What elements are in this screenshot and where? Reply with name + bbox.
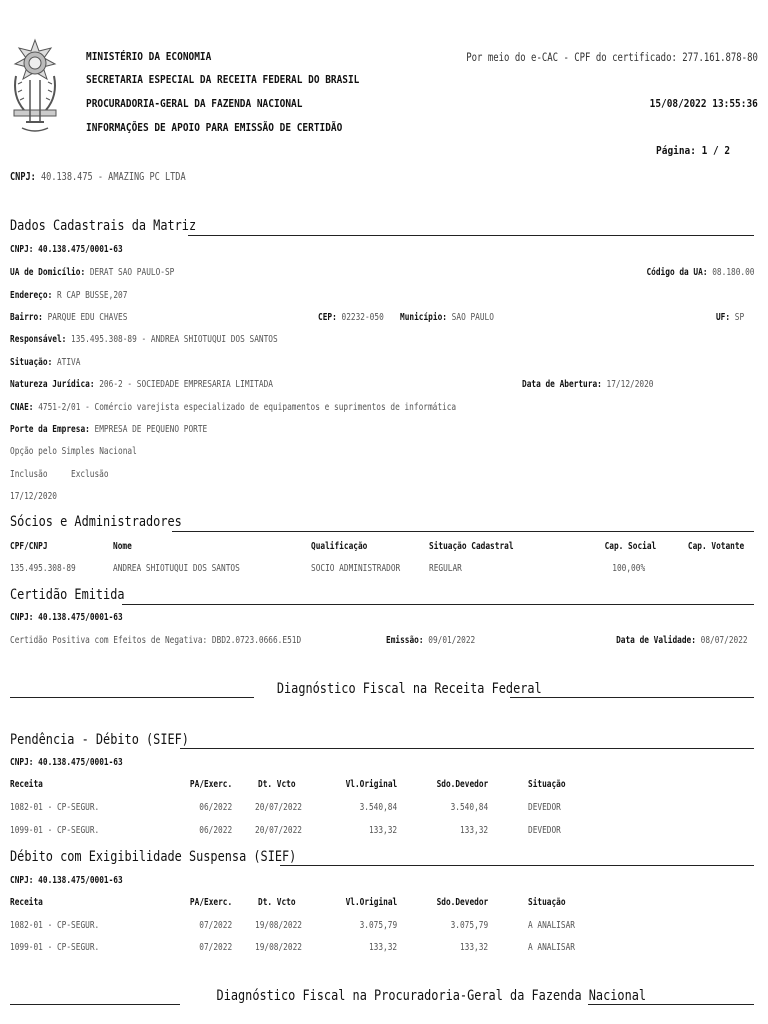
section-rule	[10, 697, 254, 698]
pendencia-cnpj: CNPJ: 40.138.475/0001-63	[10, 757, 123, 768]
table-row-cell: 133,32	[368, 942, 397, 953]
section-rule	[588, 1004, 754, 1005]
header-secretaria: SECRETARIA ESPECIAL DA RECEITA FEDERAL DO BRASIL	[86, 73, 360, 86]
socio-cpf: 135.495.308-89	[10, 563, 76, 574]
col-header: Dt. Vcto	[258, 897, 296, 908]
col-header: Qualificação	[311, 541, 368, 552]
inclusao-label: Inclusão	[10, 469, 48, 480]
simples-nacional: Opção pelo Simples Nacional	[10, 446, 137, 457]
header-procuradoria: PROCURADORIA-GERAL DA FAZENDA NACIONAL	[86, 97, 303, 110]
socio-qualificacao: SOCIO ADMINISTRADOR	[311, 563, 401, 574]
certidao-text: Certidão Positiva com Efeitos de Negativa: DBD2.0723.0666.E51D	[10, 635, 302, 646]
section-rule	[188, 235, 754, 236]
section-title-socios: Sócios e Administradores	[10, 514, 182, 530]
endereco: Endereço: R CAP BUSSE,207	[10, 290, 128, 301]
responsavel: Responsável: 135.495.308-89 - ANDREA SHIOTUQUI DOS SANTOS	[10, 334, 278, 345]
section-title-certidao: Certidão Emitida	[10, 587, 125, 603]
col-header: Vl.Original	[345, 897, 397, 908]
brasao-icon	[8, 36, 62, 142]
table-row-cell: 3.540,84	[359, 802, 397, 813]
table-row-cell: 19/08/2022	[255, 942, 302, 953]
municipio: Município: SAO PAULO	[400, 312, 494, 323]
table-row-cell: 133,32	[368, 825, 397, 836]
certidao-cnpj: CNPJ: 40.138.475/0001-63	[10, 612, 123, 623]
table-row-cell: DEVEDOR	[528, 825, 561, 836]
section-title-suspensa: Débito com Exigibilidade Suspensa (SIEF)	[10, 849, 297, 865]
certidao-emissao: Emissão: 09/01/2022	[386, 635, 476, 646]
section-rule	[510, 697, 754, 698]
table-row-cell: 06/2022	[199, 825, 232, 836]
table-row-cell: 3.075,79	[450, 920, 488, 931]
section-rule	[280, 865, 754, 866]
top-cnpj: CNPJ: 40.138.475 - AMAZING PC LTDA	[10, 170, 186, 183]
data-abertura: Data de Abertura: 17/12/2020	[522, 379, 654, 390]
issue-datetime: 15/08/2022 13:55:36	[649, 97, 758, 110]
table-row-cell: 20/07/2022	[255, 802, 302, 813]
cnae: CNAE: 4751-2/01 - Comércio varejista especializado de equipamentos e suprimentos de informática	[10, 402, 457, 413]
section-title-pendencia: Pendência - Débito (SIEF)	[10, 732, 189, 748]
ecac-certificate: Por meio do e-CAC - CPF do certificado: 277.161.878-80	[466, 50, 758, 64]
table-row-cell: 1082-01 - CP-SEGUR.	[10, 802, 100, 813]
header-informacoes: INFORMAÇÕES DE APOIO PARA EMISSÃO DE CERTIDÃO	[86, 121, 343, 134]
table-row-cell: 19/08/2022	[255, 920, 302, 931]
table-row-cell: 06/2022	[199, 802, 232, 813]
codigo-ua: Código da UA: 08.180.00	[645, 267, 754, 278]
col-header: Nome	[113, 541, 132, 552]
section-title-dados: Dados Cadastrais da Matriz	[10, 218, 197, 234]
col-header: Cap. Votante	[687, 541, 744, 552]
col-header: Vl.Original	[345, 779, 397, 790]
col-header: Dt. Vcto	[258, 779, 296, 790]
table-row-cell: 1099-01 - CP-SEGUR.	[10, 825, 100, 836]
col-header: Situação Cadastral	[429, 541, 514, 552]
certidao-validade: Data de Validade: 08/07/2022	[616, 635, 748, 646]
col-header: PA/Exerc.	[189, 897, 232, 908]
col-header: Sdo.Devedor	[436, 897, 488, 908]
uf: UF: SP	[715, 312, 744, 323]
socio-situacao: REGULAR	[429, 563, 462, 574]
section-rule	[10, 1004, 180, 1005]
col-header: Receita	[10, 897, 43, 908]
col-header: Sdo.Devedor	[436, 779, 488, 790]
table-row-cell: 1082-01 - CP-SEGUR.	[10, 920, 100, 931]
col-header: Cap. Social	[604, 541, 656, 552]
cep: CEP: 02232-050	[318, 312, 384, 323]
situacao: Situação: ATIVA	[10, 357, 81, 368]
table-row-cell: 133,32	[459, 942, 488, 953]
page-number: Página: 1 / 2	[655, 144, 730, 157]
table-row-cell: 133,32	[459, 825, 488, 836]
table-row-cell: 3.540,84	[450, 802, 488, 813]
col-header: CPF/CNPJ	[10, 541, 48, 552]
diag-pgfn-title: Diagnóstico Fiscal na Procuradoria-Geral da Fazenda Nacional	[216, 988, 647, 1004]
ua-domicilio: UA de Domicílio: DERAT SAO PAULO-SP	[10, 267, 175, 278]
dados-cnpj: CNPJ: 40.138.475/0001-63	[10, 244, 123, 255]
table-row-cell: A ANALISAR	[528, 942, 575, 953]
table-row-cell: 07/2022	[199, 942, 232, 953]
porte-empresa: Porte da Empresa: EMPRESA DE PEQUENO PORTE	[10, 424, 208, 435]
table-row-cell: DEVEDOR	[528, 802, 561, 813]
table-row-cell: A ANALISAR	[528, 920, 575, 931]
col-header: Situação	[528, 779, 566, 790]
inclusao-date: 17/12/2020	[10, 491, 57, 502]
table-row-cell: 07/2022	[199, 920, 232, 931]
exclusao-label: Exclusão	[71, 469, 109, 480]
socio-cap-social: 100,00%	[612, 563, 645, 574]
diag-rfb-title: Diagnóstico Fiscal na Receita Federal	[276, 681, 542, 697]
header-ministerio: MINISTÉRIO DA ECONOMIA	[86, 50, 212, 63]
col-header: PA/Exerc.	[189, 779, 232, 790]
col-header: Situação	[528, 897, 566, 908]
table-row-cell: 1099-01 - CP-SEGUR.	[10, 942, 100, 953]
bairro: Bairro: PARQUE EDU CHAVES	[10, 312, 128, 323]
section-rule	[180, 748, 754, 749]
col-header: Receita	[10, 779, 43, 790]
natureza-juridica: Natureza Jurídica: 206-2 - SOCIEDADE EMPRESARIA LIMITADA	[10, 379, 273, 390]
table-row-cell: 3.075,79	[359, 920, 397, 931]
suspensa-cnpj: CNPJ: 40.138.475/0001-63	[10, 875, 123, 886]
table-row-cell: 20/07/2022	[255, 825, 302, 836]
socio-nome: ANDREA SHIOTUQUI DOS SANTOS	[113, 563, 240, 574]
section-rule	[172, 531, 754, 532]
section-rule	[122, 604, 754, 605]
